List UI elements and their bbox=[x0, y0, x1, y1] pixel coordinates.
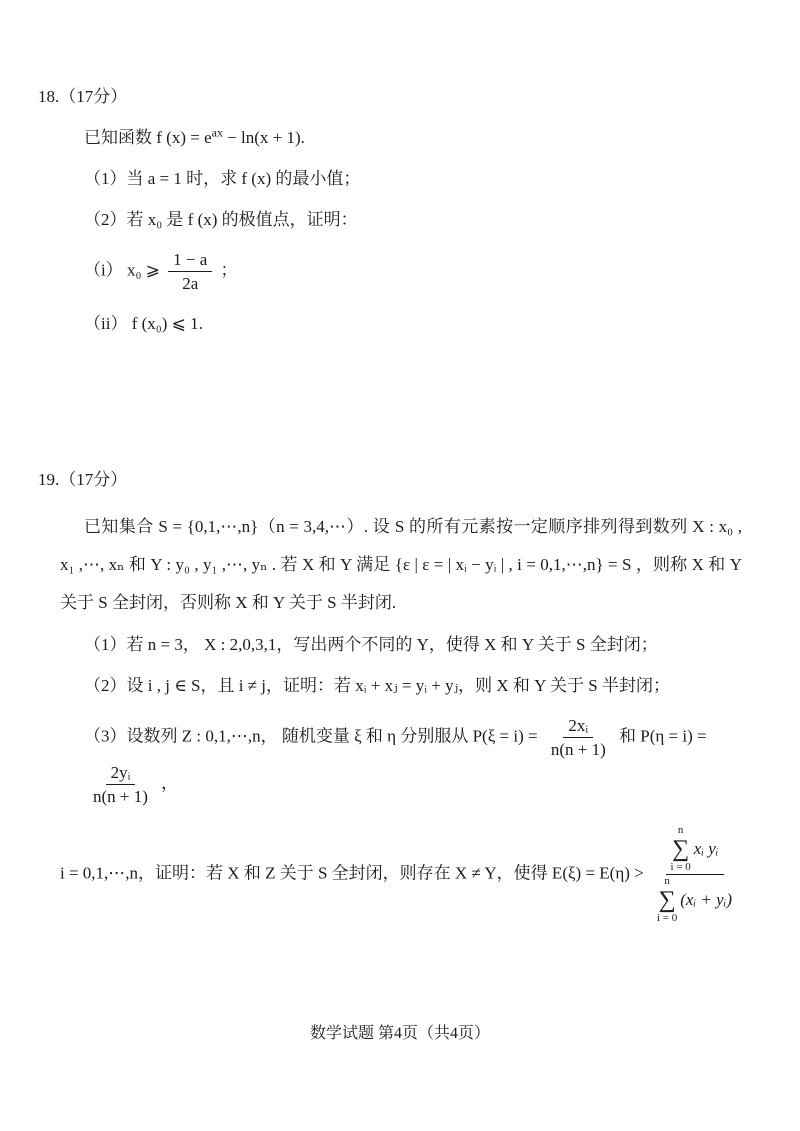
q19-part-3 bbox=[84, 714, 750, 809]
numerator: 2xᵢ bbox=[563, 714, 593, 738]
text-segment: 已知函数 f (x) = e bbox=[84, 128, 212, 147]
fraction bbox=[652, 824, 737, 925]
denominator bbox=[652, 875, 737, 925]
numerator: 2yᵢ bbox=[106, 761, 136, 785]
fraction bbox=[88, 761, 153, 809]
page-footer: 数学试题 第4页（共4页） bbox=[309, 1025, 490, 1042]
fraction bbox=[546, 714, 611, 762]
fraction bbox=[168, 248, 212, 296]
q18-part-2: （2）若 x₀ 是 f (x) 的极值点，证明： bbox=[84, 210, 358, 229]
q19-part-2: （2）设 i , j ∈ S，且 i ≠ j，证明：若 xᵢ + xⱼ = yᵢ + yⱼ，则 X 和 Y 关于 S 半封闭； bbox=[84, 675, 670, 695]
q18-part-i bbox=[84, 248, 750, 296]
sum-lower-limit: i = 0 bbox=[670, 860, 691, 873]
sigma-symbol: ∑ bbox=[658, 886, 676, 913]
q19-conclusion-line bbox=[60, 824, 750, 925]
question-19-label: 19.（17分） bbox=[38, 469, 128, 489]
q18-part-ii: （ii） f (x₀) ⩽ 1. bbox=[84, 313, 203, 333]
sigma-symbol: ∑ bbox=[672, 835, 690, 862]
summation bbox=[671, 825, 691, 873]
text-segment: ， bbox=[161, 773, 179, 793]
question-18 bbox=[0, 84, 800, 337]
text-segment: ； bbox=[220, 260, 238, 280]
question-19 bbox=[0, 467, 800, 925]
text-segment: i = 0,1,⋯,n，证明：若 X 和 Z 关于 S 全封闭，则存在 X ≠ Y，使得 E(ξ) = E(η) > bbox=[60, 862, 648, 882]
denominator: n(n + 1) bbox=[550, 739, 606, 759]
q18-part-1: （1）当 a = 1 时，求 f (x) 的最小值； bbox=[84, 169, 361, 188]
q18-intro-line bbox=[84, 125, 750, 151]
question-18-body bbox=[84, 125, 750, 337]
summation bbox=[657, 876, 677, 924]
sum-upper-limit: n bbox=[677, 823, 684, 836]
text-segment: （i） x₀ ⩾ bbox=[84, 260, 165, 280]
question-18-label: 18.（17分） bbox=[38, 87, 128, 106]
text-segment: − ln(x + 1). bbox=[222, 128, 305, 147]
q19-intro-paragraph: 已知集合 S = {0,1,⋯,n}（n = 3,4,⋯）. 设 S 的所有元素按一定顺序排列得到数列 X : x₀ , x₁ ,⋯, xₙ 和 Y : y₀ , y₁ ,⋯, yₙ . 若 X 和 Y 满足 {ε | ε = | xᵢ − yᵢ | , i = 0,1,⋯,n} = S ，则称 X 和 Y 关于 S 全封闭，否则称 X 和 Y 关于 S 半封闭. bbox=[60, 516, 742, 612]
numerator bbox=[666, 824, 724, 875]
exponent-text: ax bbox=[211, 125, 223, 140]
sum-lower-limit: i = 0 bbox=[657, 911, 678, 924]
text-segment: 和 P(η = i) = bbox=[619, 726, 707, 746]
numerator: 1 − a bbox=[168, 248, 212, 272]
q19-part-1: （1）若 n = 3， X : 2,0,3,1，写出两个不同的 Y，使得 X 和 Y 关于 S 全封闭； bbox=[84, 634, 658, 654]
sum-upper-limit: n bbox=[664, 874, 670, 887]
question-19-body bbox=[60, 508, 750, 925]
text-segment: （3）设数列 Z : 0,1,⋯,n， 随机变量 ξ 和 η 分别服从 P(ξ = i) = bbox=[84, 726, 542, 746]
denominator: 2a bbox=[182, 274, 199, 294]
denominator: n(n + 1) bbox=[93, 787, 148, 807]
sum-expression: xᵢ yᵢ bbox=[693, 838, 719, 858]
sum-expression: (xᵢ + yᵢ) bbox=[680, 889, 733, 909]
